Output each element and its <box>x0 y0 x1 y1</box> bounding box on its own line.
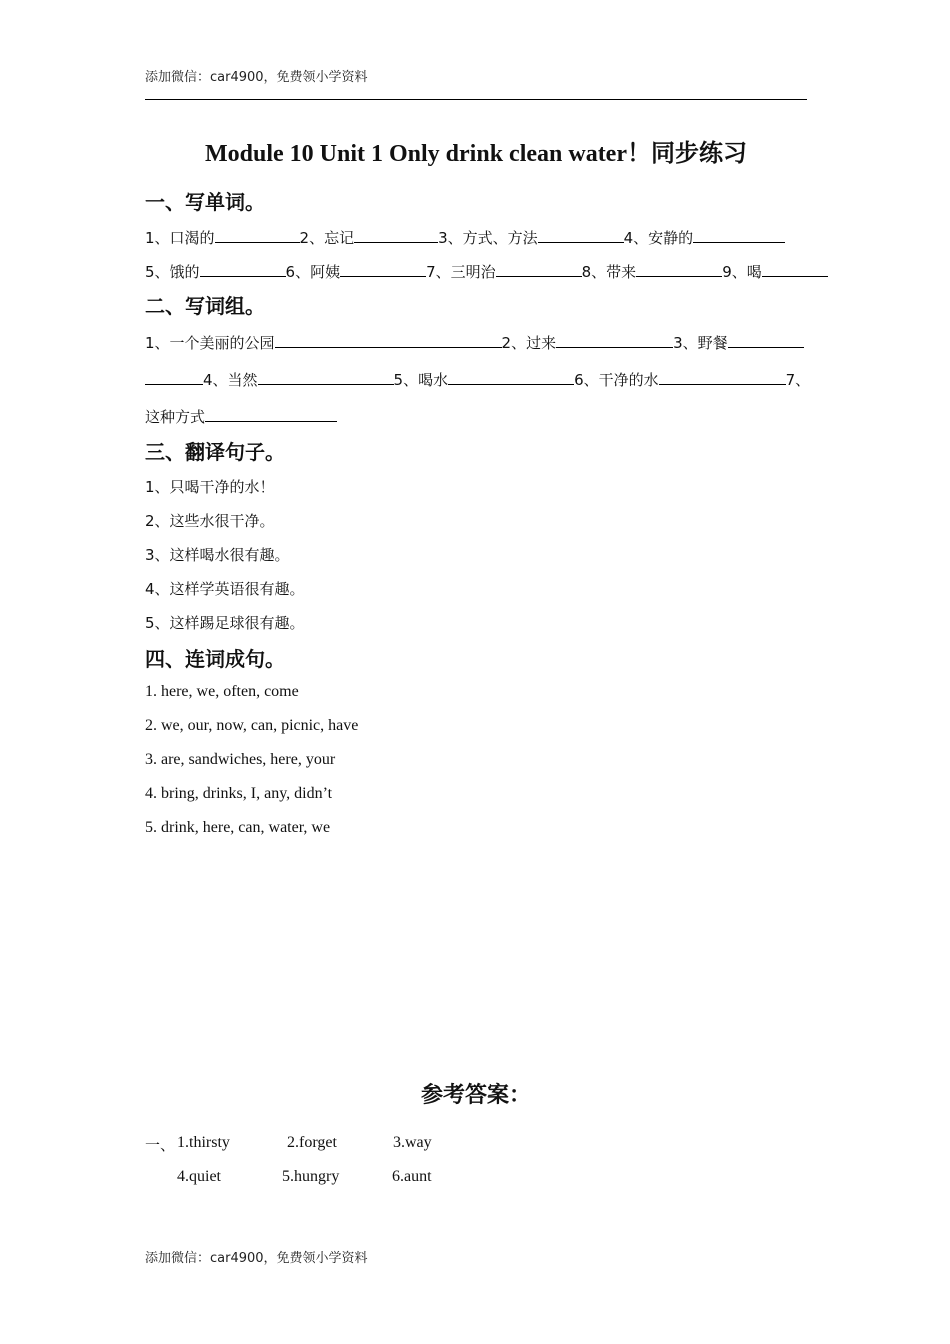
blank[interactable] <box>215 228 300 243</box>
answer-2: 2.forget <box>287 1134 337 1151</box>
reorder-item-1: 1. here, we, often, come <box>145 683 299 700</box>
blank[interactable] <box>762 262 828 277</box>
phrase-item-7-number: 7、 <box>785 371 811 389</box>
sentence-item-3: 3、这样喝水很有趣。 <box>145 546 290 564</box>
blank[interactable] <box>496 262 582 277</box>
word-item-9: 9、喝 <box>722 263 762 281</box>
word-item-6: 6、阿姨 <box>285 263 341 281</box>
section-3-heading: 三、翻译句子。 <box>145 440 285 464</box>
word-item-4: 4、安静的 <box>623 229 694 247</box>
blank[interactable] <box>145 370 203 385</box>
answer-1: 1.thirsty <box>177 1134 230 1151</box>
phrase-item-5: 5、喝水 <box>393 371 449 389</box>
word-item-7: 7、三明治 <box>426 263 496 281</box>
blank[interactable] <box>205 407 337 422</box>
blank[interactable] <box>275 333 502 348</box>
word-item-1: 1、口渴的 <box>145 229 215 247</box>
blank[interactable] <box>258 370 394 385</box>
reorder-item-2: 2. we, our, now, can, picnic, have <box>145 717 359 734</box>
blank[interactable] <box>659 370 786 385</box>
answer-5: 5.hungry <box>282 1168 340 1185</box>
sentence-item-5: 5、这样踢足球很有趣。 <box>145 614 305 632</box>
reorder-item-4: 4. bring, drinks, I, any, didn’t <box>145 785 333 802</box>
blank[interactable] <box>340 262 426 277</box>
phrases-line-3 <box>145 406 337 427</box>
phrases-line-2 <box>145 369 810 390</box>
phrase-item-1: 1、一个美丽的公园 <box>145 334 275 352</box>
phrase-item-4: 4、当然 <box>203 371 258 389</box>
phrase-item-6: 6、干净的水 <box>574 371 659 389</box>
phrase-item-7: 这种方式 <box>145 408 206 426</box>
blank[interactable] <box>636 262 722 277</box>
word-item-2: 2、忘记 <box>299 229 355 247</box>
sentence-item-1: 1、只喝干净的水！ <box>145 478 275 496</box>
answer-6: 6.aunt <box>392 1168 432 1185</box>
phrase-item-2: 2、过来 <box>501 334 557 352</box>
blank[interactable] <box>538 228 624 243</box>
section-4-heading: 四、连词成句。 <box>145 647 285 671</box>
footer-note: 添加微信：car4900，免费领小学资料 <box>145 1251 368 1266</box>
blank[interactable] <box>556 333 673 348</box>
header-rule <box>145 99 807 100</box>
page-title: Module 10 Unit 1 Only drink clean water！同步练习 <box>204 141 747 167</box>
sentence-item-4: 4、这样学英语很有趣。 <box>145 580 305 598</box>
word-item-8: 8、带来 <box>581 263 637 281</box>
words-line-1 <box>145 227 785 248</box>
answer-3: 3.way <box>393 1134 432 1151</box>
answer-4: 4.quiet <box>177 1168 221 1185</box>
section-2-heading: 二、写词组。 <box>145 294 265 318</box>
blank[interactable] <box>200 262 286 277</box>
answers-prefix: 一、 <box>145 1136 176 1154</box>
word-item-3: 3、方式、方法 <box>438 229 538 247</box>
blank[interactable] <box>728 333 804 348</box>
blank[interactable] <box>354 228 438 243</box>
section-1-heading: 一、写单词。 <box>145 190 265 214</box>
reorder-item-5: 5. drink, here, can, water, we <box>145 819 331 836</box>
answers-title: 参考答案： <box>420 1082 531 1108</box>
word-item-5: 5、饿的 <box>145 263 200 281</box>
reorder-item-3: 3. are, sandwiches, here, your <box>145 751 336 768</box>
phrase-item-3: 3、野餐 <box>673 334 728 352</box>
header-note: 添加微信：car4900，免费领小学资料 <box>145 70 368 85</box>
blank[interactable] <box>448 370 574 385</box>
sentence-item-2: 2、这些水很干净。 <box>145 512 275 530</box>
phrases-line-1 <box>145 332 804 353</box>
blank[interactable] <box>693 228 785 243</box>
words-line-2 <box>145 261 828 282</box>
